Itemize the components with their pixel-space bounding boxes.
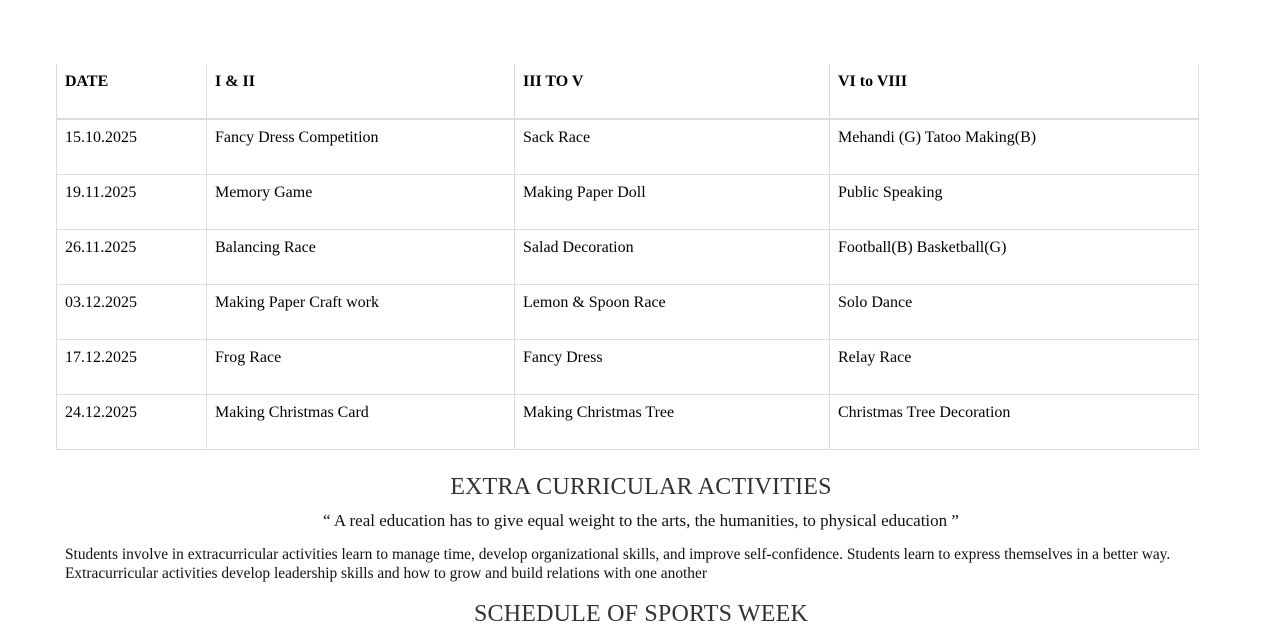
cell-activity: Sack Race xyxy=(515,119,830,174)
cell-date: 03.12.2025 xyxy=(57,284,207,339)
table-row xyxy=(57,119,1199,174)
cell-date: 15.10.2025 xyxy=(57,119,207,174)
education-quote: “ A real education has to give equal weight to the arts, the humanities, to physical education ” xyxy=(323,511,959,530)
cell-activity: Making Christmas Card xyxy=(207,394,515,449)
cell-activity: Public Speaking xyxy=(830,174,1199,229)
table-row xyxy=(57,394,1199,449)
header-class-vi-viii: VI to VIII xyxy=(830,64,1199,119)
table-header-row xyxy=(57,64,1199,119)
table-row xyxy=(57,339,1199,394)
cell-activity: Lemon & Spoon Race xyxy=(515,284,830,339)
cell-activity: Making Paper Doll xyxy=(515,174,830,229)
table-row xyxy=(57,284,1199,339)
header-class-iii-v: III TO V xyxy=(515,64,830,119)
cell-date: 24.12.2025 xyxy=(57,394,207,449)
cell-activity: Fancy Dress Competition xyxy=(207,119,515,174)
table-row xyxy=(57,174,1199,229)
activity-schedule-table-wrapper xyxy=(56,64,1198,450)
cell-activity: Balancing Race xyxy=(207,229,515,284)
header-class-i-ii: I & II xyxy=(207,64,515,119)
extra-curricular-paragraph: Students involve in extracurricular activities learn to manage time, develop organizational skills, and improve self-confidence. Students learn to express themselves in a better way. Extracurricular activities develop leadership skills and how to grow and build relations with one another xyxy=(65,546,1171,582)
cell-activity: Solo Dance xyxy=(830,284,1199,339)
header-date: DATE xyxy=(57,64,207,119)
cell-activity: Making Christmas Tree xyxy=(515,394,830,449)
cell-activity: Making Paper Craft work xyxy=(207,284,515,339)
extra-curricular-heading: EXTRA CURRICULAR ACTIVITIES xyxy=(450,474,832,500)
sports-week-heading: SCHEDULE OF SPORTS WEEK xyxy=(473,601,809,627)
cell-activity: Relay Race xyxy=(830,339,1199,394)
cell-activity: Salad Decoration xyxy=(515,229,830,284)
cell-activity: Football(B) Basketball(G) xyxy=(830,229,1199,284)
cell-date: 26.11.2025 xyxy=(57,229,207,284)
activity-schedule-table xyxy=(56,64,1199,450)
cell-activity: Memory Game xyxy=(207,174,515,229)
cell-activity: Fancy Dress xyxy=(515,339,830,394)
table-row xyxy=(57,229,1199,284)
cell-activity: Christmas Tree Decoration xyxy=(830,394,1199,449)
cell-activity: Frog Race xyxy=(207,339,515,394)
cell-activity: Mehandi (G) Tatoo Making(B) xyxy=(830,119,1199,174)
cell-date: 19.11.2025 xyxy=(57,174,207,229)
cell-date: 17.12.2025 xyxy=(57,339,207,394)
